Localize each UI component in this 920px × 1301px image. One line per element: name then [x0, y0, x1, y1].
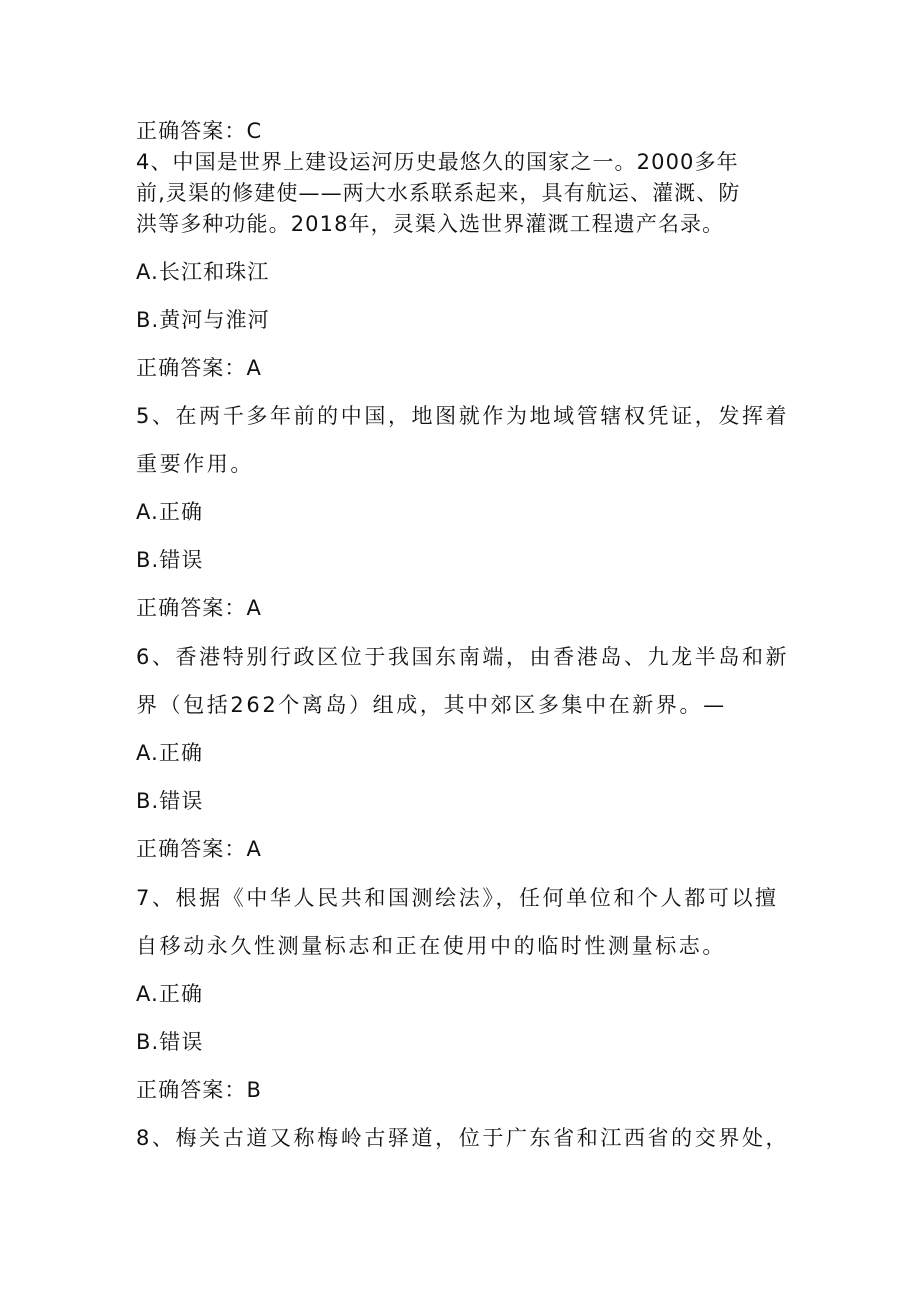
option-a-q7: A.正确 [136, 982, 204, 1006]
option-b-q5: B.错误 [136, 548, 204, 572]
question-7-line-2: 自移动永久性测量标志和正在使用中的临时性测量标志。 [136, 934, 726, 958]
option-b-q7: B.错误 [136, 1030, 204, 1054]
option-b-q6: B.错误 [136, 789, 204, 813]
option-a-q4: A.长江和珠江 [136, 260, 270, 284]
option-b-q4: B.黄河与淮河 [136, 308, 270, 332]
question-4-line-1: 4、中国是世界上建设运河历史最悠久的国家之一。2000多年 [136, 150, 739, 174]
answer-line-q7: 正确答案：B [136, 1078, 263, 1102]
question-8-line-1: 8、梅关古道又称梅岭古驿道，位于广东省和江西省的交界处， [136, 1126, 790, 1150]
question-5-line-2: 重要作用。 [136, 452, 254, 476]
question-5-line-1: 5、在两千多年前的中国，地图就作为地域管辖权凭证，发挥着 [136, 404, 790, 428]
answer-line-q6: 正确答案：A [136, 837, 262, 861]
question-6-line-2: 界（包括262个离岛）组成，其中郊区多集中在新界。— [136, 693, 727, 717]
question-4-line-2: 前,灵渠的修建使——两大水系联系起来，具有航运、灌溉、防 [136, 181, 741, 205]
option-a-q5: A.正确 [136, 500, 204, 524]
question-6-line-1: 6、香港特别行政区位于我国东南端，由香港岛、九龙半岛和新 [136, 645, 790, 669]
option-a-q6: A.正确 [136, 741, 204, 765]
question-4-line-3: 洪等多种功能。2018年，灵渠入选世界灌溉工程遗产名录。 [136, 212, 725, 236]
answer-line-q4: 正确答案：A [136, 356, 262, 380]
answer-line-q3: 正确答案：C [136, 119, 263, 143]
question-7-line-1: 7、根据《中华人民共和国测绘法》，任何单位和个人都可以擅 [136, 886, 779, 910]
answer-line-q5: 正确答案：A [136, 596, 262, 620]
